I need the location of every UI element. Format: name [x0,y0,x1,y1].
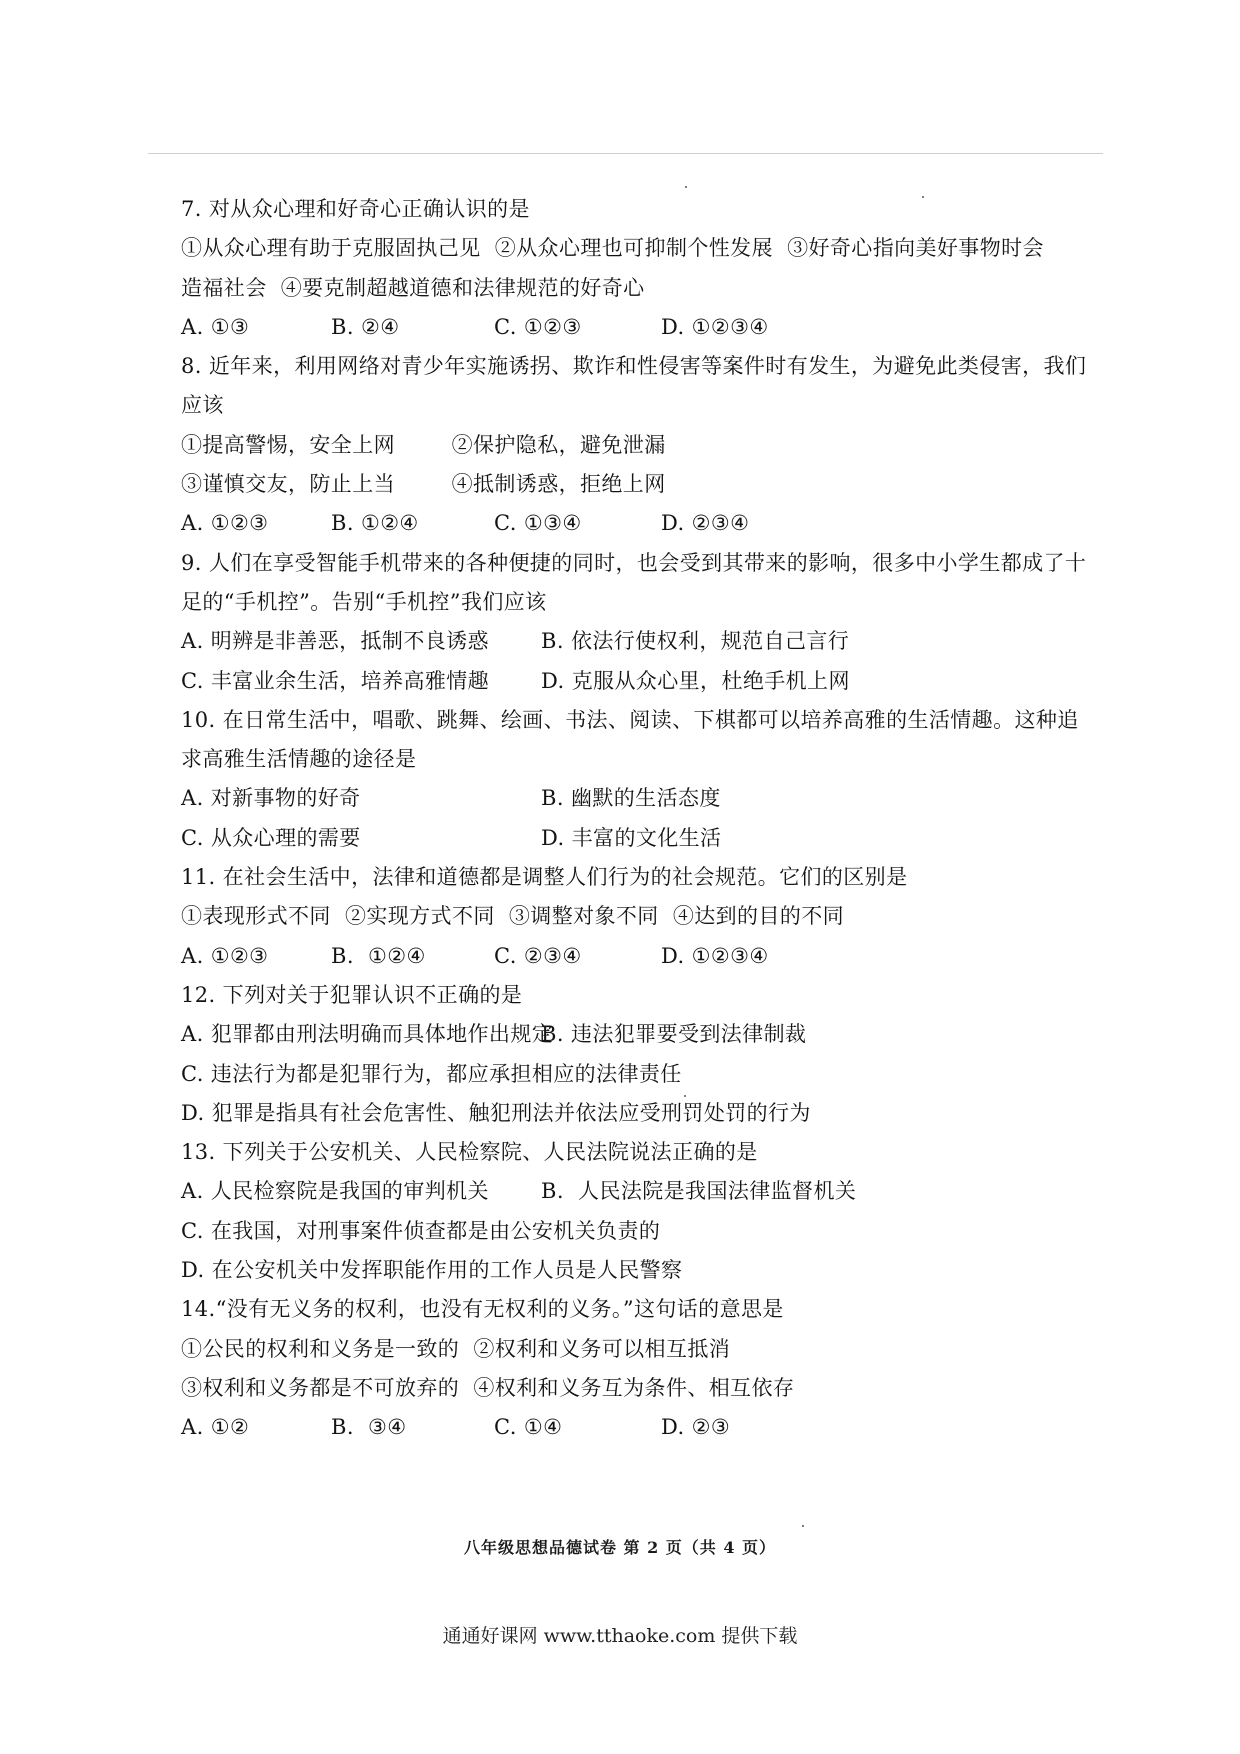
scan-speck [685,186,687,188]
question-stem: 14.“没有无义务的权利，也没有无权利的义务。”这句话的意思是 [181,1297,784,1322]
option-row [181,308,1061,347]
question-block [181,976,1061,1133]
question-stem: 足的“手机控”。告别“手机控”我们应该 [181,589,547,614]
answer-option: C. 违法行为都是犯罪行为，都应承担相应的法律责任 [181,1061,682,1086]
scan-speck [922,196,924,198]
question-block [181,1133,1061,1290]
option-row [181,1055,1061,1094]
option-row [181,1408,1061,1447]
question-stem: 求高雅生活情趣的途径是 [181,747,417,772]
answer-option: D. 丰富的文化生活 [541,825,722,850]
answer-option: A. ①②③ [181,943,269,968]
option-row [181,504,1061,543]
answer-option: B. 违法犯罪要受到法律制裁 [541,1022,807,1047]
option-row [181,779,1061,818]
answer-option: B. 幽默的生活态度 [541,786,721,811]
numbered-statement: 造福社会 ④要克制超越道德和法律规范的好奇心 [181,275,645,300]
page-footer: 八年级思想品德试卷 第 2 页（共 4 页） [463,1538,777,1557]
numbered-statement: ①从众心理有助于克服固执己见 ②从众心理也可抑制个性发展 ③好奇心指向美好事物时会 [181,236,1044,261]
header-rule [148,153,1103,154]
question-block [181,858,1061,976]
numbered-statement: ①提高警惕，安全上网 ②保护隐私，避免泄漏 [181,432,666,457]
answer-option: D. 犯罪是指具有社会危害性、触犯刑法并依法应受刑罚处罚的行为 [181,1100,811,1125]
question-block [181,701,1079,858]
answer-option: B. ③④ [331,1415,407,1440]
answer-option: A. 对新事物的好奇 [181,786,361,811]
option-row [181,1212,1061,1251]
question-stem: 9. 人们在享受智能手机带来的各种便捷的同时，也会受到其带来的影响，很多中小学生都成了十 [181,550,1087,575]
question-stem: 7. 对从众心理和好奇心正确认识的是 [181,197,530,221]
answer-option: D. ①②③④ [661,943,769,968]
numbered-statement: ③谨慎交友，防止上当 ④抵制诱惑，拒绝上网 [181,472,666,497]
option-row [181,819,1061,858]
question-stem: 13. 下列关于公安机关、人民检察院、人民法院说法正确的是 [181,1140,758,1165]
question-stem: 12. 下列对关于犯罪认识不正确的是 [181,982,523,1007]
numbered-statement: ①表现形式不同 ②实现方式不同 ③调整对象不同 ④达到的目的不同 [181,904,845,929]
answer-option: C. 丰富业余生活，培养高雅情趣 [181,668,490,693]
question-stem: 11. 在社会生活中，法律和道德都是调整人们行为的社会规范。它们的区别是 [181,865,908,890]
question-stem: 8. 近年来，利用网络对青少年实施诱拐、欺诈和性侵害等案件时有发生，为避免此类侵害，我们 [181,354,1087,379]
answer-option: D. 克服从众心里，杜绝手机上网 [541,668,850,693]
option-row [181,1251,1061,1290]
answer-option: A. 人民检察院是我国的审判机关 [181,1179,489,1204]
answer-option: C. ①④ [494,1415,563,1440]
answer-option: D. ②③④ [661,511,750,536]
answer-option: B. ①②④ [331,511,419,536]
answer-option: B. 依法行使权利，规范自己言行 [541,629,850,654]
option-row [181,1172,1061,1211]
scan-speck [802,1525,804,1527]
answer-option: D. ②③ [661,1415,731,1440]
answer-option: C. ②③④ [494,943,582,968]
question-stem: 应该 [181,393,224,418]
question-block [181,347,1087,543]
answer-option: A. 明辨是非善恶，抵制不良诱惑 [181,629,489,654]
question-stem: 10. 在日常生活中，唱歌、跳舞、绘画、书法、阅读、下棋都可以培养高雅的生活情趣。这种追 [181,707,1079,732]
numbered-statement: ①公民的权利和义务是一致的 ②权利和义务可以相互抵消 [181,1336,731,1361]
option-row [181,1094,1061,1133]
answer-option: A. ①②③ [181,511,269,536]
answer-option: A. 犯罪都由刑法明确而具体地作出规定 [181,1022,554,1047]
question-list [181,190,1087,1448]
answer-option: C. 在我国，对刑事案件侦查都是由公安机关负责的 [181,1218,661,1243]
option-row [181,937,1061,976]
question-block [181,1290,1061,1447]
source-line: 通通好课网 www.tthaoke.com 提供下载 [442,1625,798,1647]
option-row [181,622,1061,661]
answer-option: D. ①②③④ [661,314,769,339]
answer-option: A. ①② [181,1415,250,1440]
answer-option: D. 在公安机关中发挥职能作用的工作人员是人民警察 [181,1258,683,1283]
answer-option: B. ①②④ [331,943,426,968]
option-row [181,1015,1061,1054]
scan-speck [684,1095,686,1097]
answer-option: C. 从众心理的需要 [181,825,361,850]
answer-option: B. 人民法院是我国法律监督机关 [541,1179,857,1204]
option-row [181,662,1061,701]
answer-option: C. ①③④ [494,511,582,536]
answer-option: C. ①②③ [494,314,582,339]
question-block [181,190,1061,347]
question-block [181,544,1087,701]
answer-option: A. ①③ [181,314,250,339]
answer-option: B. ②④ [331,314,400,339]
numbered-statement: ③权利和义务都是不可放弃的 ④权利和义务互为条件、相互依存 [181,1375,795,1400]
